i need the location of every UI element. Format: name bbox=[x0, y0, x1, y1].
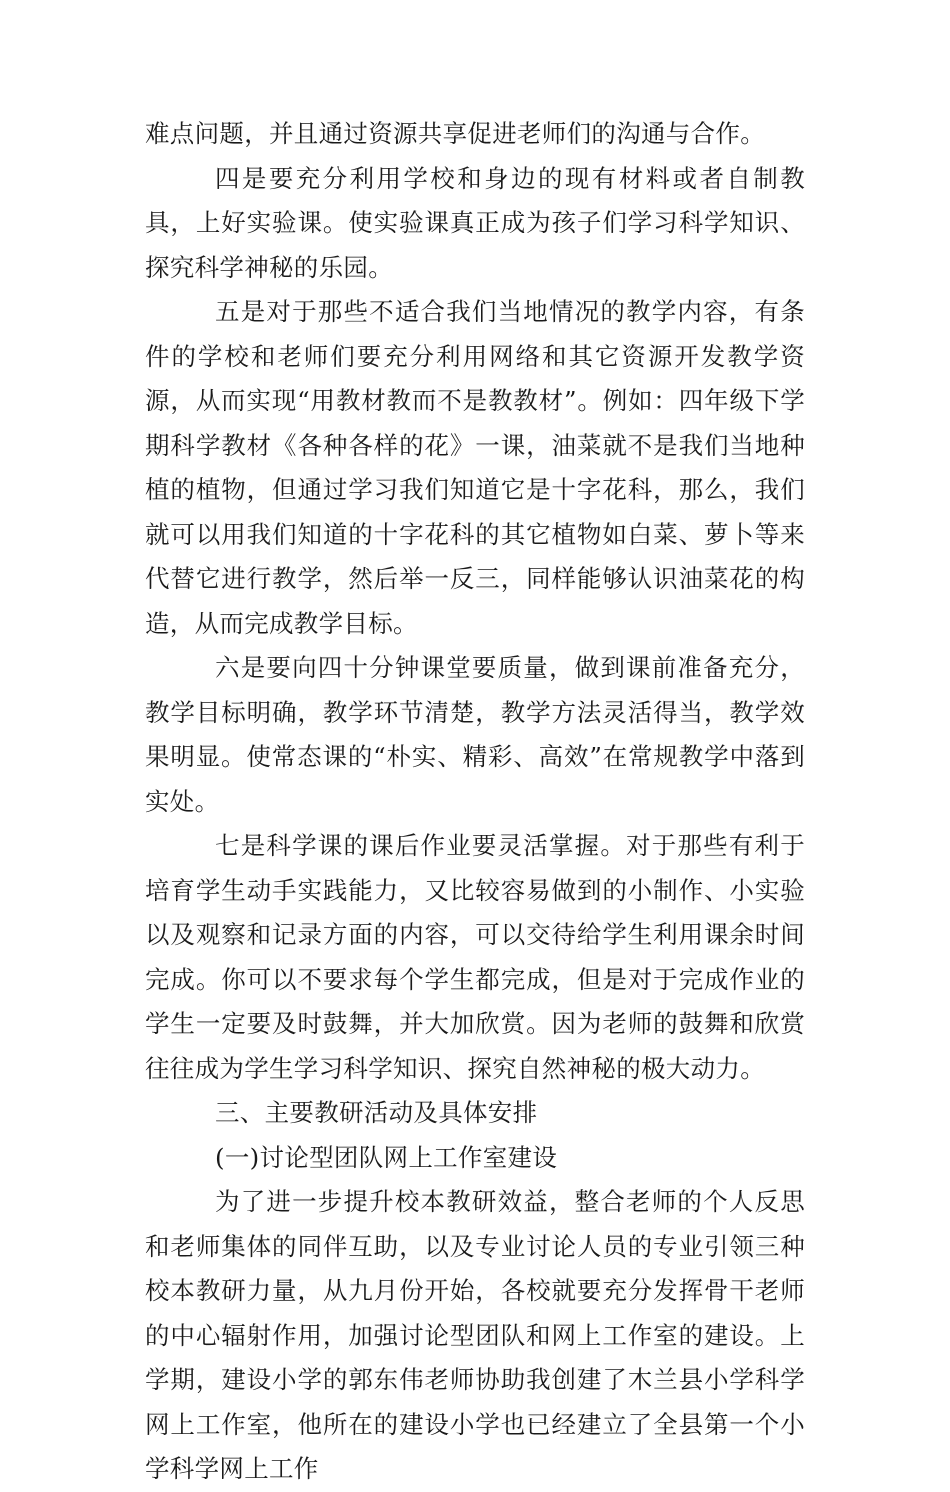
paragraph-point-six: 六是要向四十分钟课堂要质量，做到课前准备充分，教学目标明确，教学环节清楚，教学方法灵活得当，教学效果明显。使常态课的“朴实、精彩、高效”在常规教学中落到实处。 bbox=[145, 653, 805, 816]
paragraph-body: 为了进一步提升校本教研效益，整合老师的个人反思和老师集体的同伴互助，以及专业讨论人员的专业引领三种校本教研力量，从九月份开始，各校就要充分发挥骨干老师的中心辐射作用，加强讨论型团队和网上工作室的建设。上学期，建设小学的郭东伟老师协助我创建了木兰县小学科学网上工作室，他所在的建设小学也已经建立了全县第一个小学科学网上工作 bbox=[145, 1187, 805, 1483]
document-page bbox=[145, 112, 805, 1492]
section-heading: 三、主要教研活动及具体安排 bbox=[215, 1098, 538, 1127]
paragraph-point-five: 五是对于那些不适合我们当地情况的教学内容，有条件的学校和老师们要充分利用网络和其它资源开发教学资源，从而实现“用教材教而不是教教材”。例如：四年级下学期科学教材《各种各样的花》一课，油菜就不是我们当地种植的植物，但通过学习我们知道它是十字花科，那么，我们就可以用我们知道的十字花科的其它植物如白菜、萝卜等来代替它进行教学，然后举一反三，同样能够认识油菜花的构造，从而完成教学目标。 bbox=[145, 297, 805, 638]
paragraph-continuation: 难点问题，并且通过资源共享促进老师们的沟通与合作。 bbox=[145, 119, 765, 148]
paragraph-point-four: 四是要充分利用学校和身边的现有材料或者自制教具，上好实验课。使实验课真正成为孩子们学习科学知识、探究科学神秘的乐园。 bbox=[145, 163, 805, 282]
subsection-heading: (一)讨论型团队网上工作室建设 bbox=[215, 1142, 558, 1172]
paragraph-point-seven: 七是科学课的课后作业要灵活掌握。对于那些有利于培育学生动手实践能力，又比较容易做到的小制作、小实验以及观察和记录方面的内容，可以交待给学生利用课余时间完成。你可以不要求每个学生都完成，但是对于完成作业的学生一定要及时鼓舞，并大加欣赏。因为老师的鼓舞和欣赏往往成为学生学习科学知识、探究自然神秘的极大动力。 bbox=[145, 831, 805, 1083]
